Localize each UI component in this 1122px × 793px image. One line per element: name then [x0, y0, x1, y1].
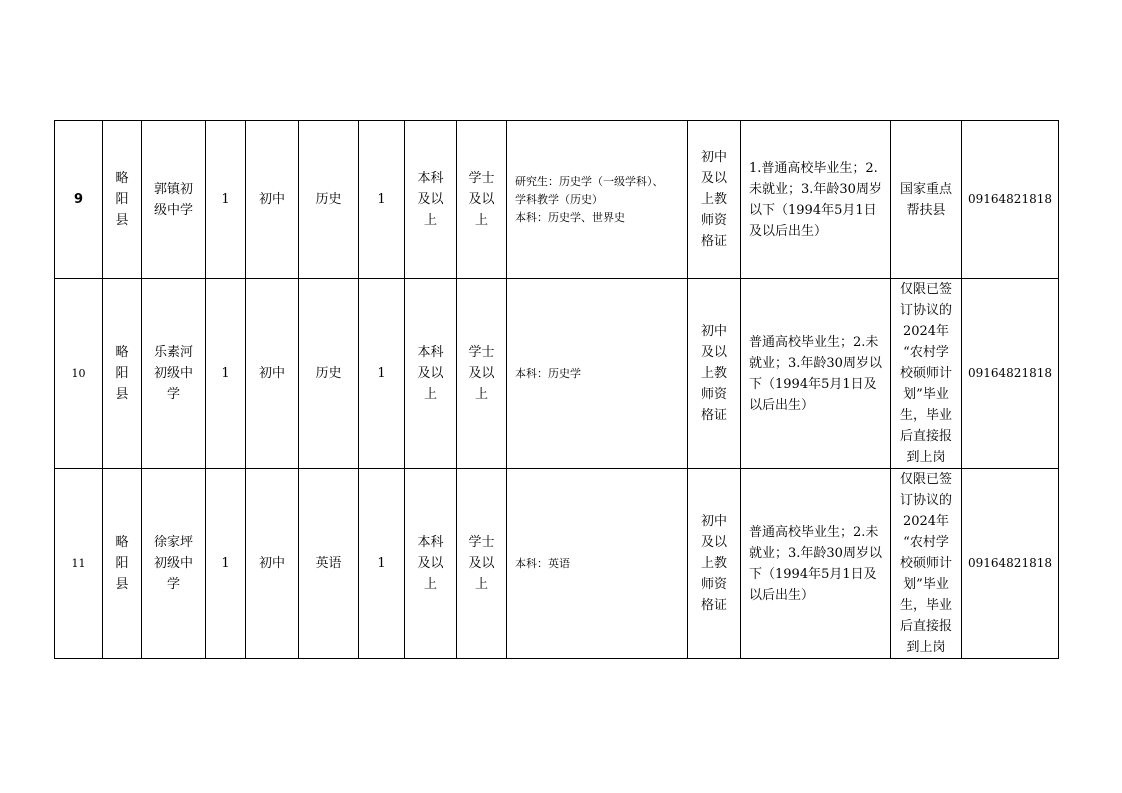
- quota-cell: 1: [359, 121, 405, 279]
- major-cell: 本科：英语: [507, 469, 688, 659]
- recruitment-table: [54, 120, 1059, 659]
- row-number: 9: [55, 121, 103, 279]
- table-row: [55, 469, 1059, 659]
- quota-cell: 1: [359, 469, 405, 659]
- level-cell: 初中: [246, 469, 299, 659]
- subject-cell: 历史: [299, 121, 359, 279]
- phone-cell: 09164821818: [962, 469, 1059, 659]
- table-row: [55, 279, 1059, 469]
- county-cell: 略 阳 县: [103, 279, 142, 469]
- phone-cell: 09164821818: [962, 279, 1059, 469]
- count-cell: 1: [206, 121, 246, 279]
- level-cell: 初中: [246, 279, 299, 469]
- row-number: 11: [55, 469, 103, 659]
- county-cell: 略 阳 县: [103, 121, 142, 279]
- requirements-cell: 普通高校毕业生；2.未 就业；3.年龄30周岁以 下（1994年5月1日及 以后出生）: [741, 279, 891, 469]
- degree-cell: 学士 及以 上: [457, 279, 507, 469]
- quota-cell: 1: [359, 279, 405, 469]
- degree-cell: 学士 及以 上: [457, 121, 507, 279]
- school-cell: 徐家坪 初级中 学: [142, 469, 206, 659]
- table-row: [55, 121, 1059, 279]
- requirements-cell: 1.普通高校毕业生；2. 未就业；3.年龄30周岁 以下（1994年5月1日 及以后出生）: [741, 121, 891, 279]
- certificate-cell: 初中 及以 上教 师资 格证: [688, 121, 741, 279]
- education-cell: 本科 及以 上: [405, 121, 457, 279]
- note-cell: 仅限已签 订协议的 2024年 “农村学 校硕师计 划”毕业 生，毕业 后直接报 到上岗: [891, 469, 962, 659]
- major-cell: 研究生：历史学（一级学科）、 学科教学（历史） 本科：历史学、世界史: [507, 121, 688, 279]
- education-cell: 本科 及以 上: [405, 469, 457, 659]
- requirements-cell: 普通高校毕业生；2.未 就业；3.年龄30周岁以 下（1994年5月1日及 以后出生）: [741, 469, 891, 659]
- certificate-cell: 初中 及以 上教 师资 格证: [688, 279, 741, 469]
- row-number: 10: [55, 279, 103, 469]
- county-cell: 略 阳 县: [103, 469, 142, 659]
- count-cell: 1: [206, 279, 246, 469]
- certificate-cell: 初中 及以 上教 师资 格证: [688, 469, 741, 659]
- note-cell: 仅限已签 订协议的 2024年 “农村学 校硕师计 划”毕业 生，毕业 后直接报 到上岗: [891, 279, 962, 469]
- degree-cell: 学士 及以 上: [457, 469, 507, 659]
- count-cell: 1: [206, 469, 246, 659]
- level-cell: 初中: [246, 121, 299, 279]
- subject-cell: 英语: [299, 469, 359, 659]
- major-cell: 本科：历史学: [507, 279, 688, 469]
- school-cell: 乐素河 初级中 学: [142, 279, 206, 469]
- education-cell: 本科 及以 上: [405, 279, 457, 469]
- phone-cell: 09164821818: [962, 121, 1059, 279]
- note-cell: 国家重点 帮扶县: [891, 121, 962, 279]
- subject-cell: 历史: [299, 279, 359, 469]
- school-cell: 郭镇初 级中学: [142, 121, 206, 279]
